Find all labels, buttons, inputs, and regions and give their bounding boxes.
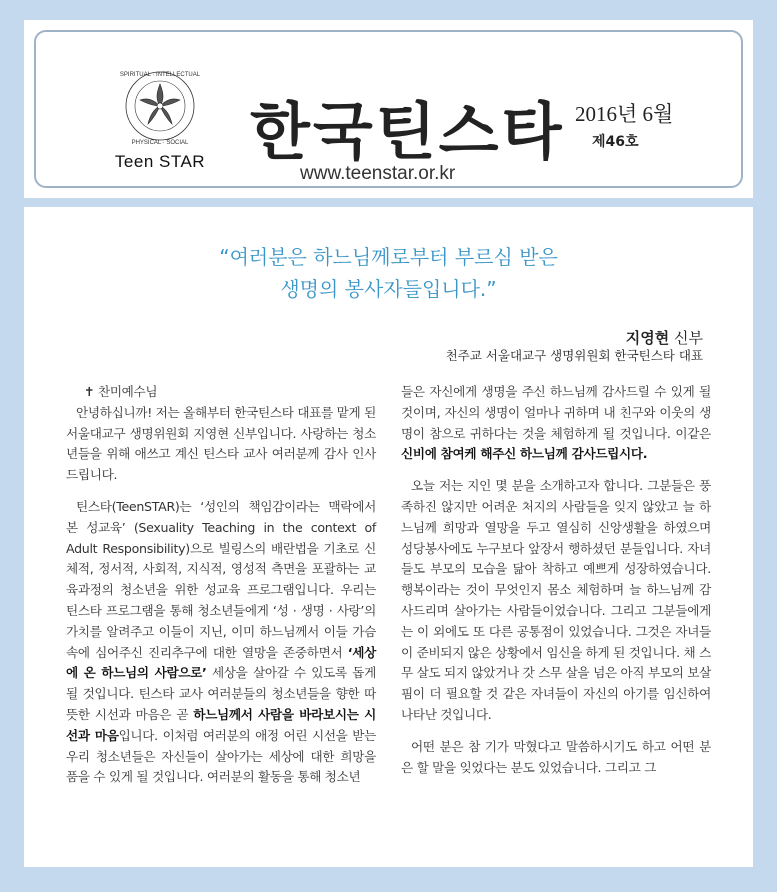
salutation: ✝ 찬미예수님 [84, 384, 158, 399]
article-column-right [401, 382, 711, 778]
svg-text:PHYSICAL · SOCIAL: PHYSICAL · SOCIAL [131, 140, 189, 146]
paragraph: 어떤 분은 참 기가 막혔다고 말씀하시기도 하고 어떤 분은 할 말을 잊었다는 분도 있었습니다. 그리고 그 [401, 738, 711, 775]
emphasis-text: 하느님께서 사람을 바라보시는 시선과 마음 [66, 706, 376, 743]
article-column-left [66, 382, 376, 788]
teenstar-logo [110, 64, 210, 174]
paragraph [66, 497, 376, 788]
article-panel [24, 207, 753, 867]
emphasis-text: 신비에 참여케 해주신 하느님께 감사드립시다. [401, 446, 648, 462]
website-link[interactable]: www.teenstar.or.kr [300, 163, 456, 184]
paragraph-text: 틴스타(TeenSTAR)는 ‘성인의 책임감이라는 맥락에서 본 성교육’ (Sexuality Teaching in the context of Adult Responsibility)으로 빌링스의 배란법을 기초로 신체적, 정서적, 사회적, 지식적, 영성적 측면을 포괄하는 교육과정의 청소년을 위한 성교육 프로그램입니다. 우리는 틴스타 프로그램을 통해 청소년들에게 ‘성 · 생명 · 사랑’의 가치를 알려주고 이들이 지닌, 이미 하느님께서 이들 가슴 속에 심어주신 진리추구에 대한 열망을 존중하면서 [66, 498, 376, 660]
paragraph [401, 382, 711, 465]
headline-quote-line-1: “여러분은 하느님께로부터 부르심 받은 [219, 245, 558, 269]
issue-date: 2016년 6월 [575, 102, 674, 126]
author-byline [626, 327, 703, 348]
emphasis-text: ‘세상에 온 하느님의 사람으로’ [66, 644, 376, 681]
issue-number: 제46호 [592, 134, 639, 150]
paragraph-text: 입니다. 이처럼 여러분의 애정 어린 시선을 받는 우리 청소년들은 자신들이 살아가는 세상에 대한 희망을 품을 수 있게 될 것입니다. 여러분의 활동을 통해 청소년 [66, 727, 376, 785]
paragraph: 안녕하십니까! 저는 올해부터 한국틴스타 대표를 맡게 된 서울대교구 생명위원회 지영현 신부입니다. 사랑하는 청소년들을 위해 애쓰고 계신 틴스타 교사 여러분께 감사 인사드립니다. [66, 404, 376, 483]
svg-text:SPIRITUAL · INTELLECTUAL: SPIRITUAL · INTELLECTUAL [119, 72, 201, 78]
author-suffix: 신부 [669, 329, 703, 347]
star-flower-icon [110, 64, 210, 154]
paragraph-text: 들은 자신에게 생명을 주신 하느님께 감사드릴 수 있게 될 것이며, 자신의 생명이 얼마나 귀하며 내 친구와 이웃의 생명이 참으로 귀하다는 것을 체험하게 될 것입니다. 이같은 [401, 384, 711, 441]
paragraph-text: 세상을 살아갈 수 있도록 돕게 될 것입니다. 틴스타 교사 여러분들의 청소년들을 향한 따뜻한 시선과 마음은 곧 [66, 665, 376, 722]
author-title: 천주교 서울대교구 생명위원회 한국틴스타 대표 [445, 348, 703, 363]
headline-quote-line-2: 생명의 봉사자들입니다.” [280, 277, 497, 301]
logo-wordmark: Teen STAR [114, 152, 206, 171]
author-name: 지영현 [625, 329, 670, 347]
publication-title: 한국틴스타 [250, 95, 565, 168]
paragraph: 오늘 저는 지인 몇 분을 소개하고자 합니다. 그분들은 풍족하진 않지만 어려운 처지의 사람들을 잊지 않았고 늘 하느님께 희망과 열망을 두고 열심히 신앙생활을 하였으며 성당봉사에도 누구보다 앞장서 행하셨던 분들입니다. 자녀들도 부모의 모습을 닮아 착하고 예쁘게 성장하였습니다. 행복이라는 것이 무엇인지 몸소 체험하며 늘 하느님께 감사드리며 살아가는 사람들이었습니다. 그리고 그분들에게는 이 외에도 또 다른 공통점이 있었습니다. 그것은 자녀들이 준비되지 않은 상황에서 임신을 하게 된 것입니다. 채 스무 살도 되지 않았거나 갓 스무 살을 넘은 아직 부모의 보살핌이 더 필요할 것 같은 자녀들이 자신의 아기를 임신하여 나타난 것입니다. [401, 478, 711, 722]
